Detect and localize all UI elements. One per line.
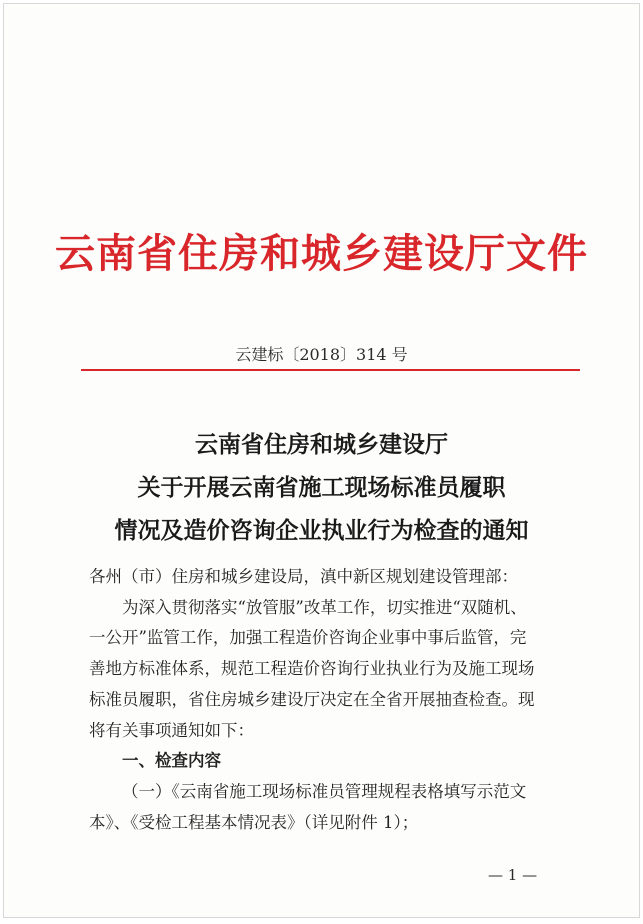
notice-body xyxy=(89,562,587,838)
page-number: — 1 — xyxy=(488,866,538,884)
body-line: 一公开”监管工作，加强工程造价咨询企业事中事后监管，完 xyxy=(89,628,527,648)
body-line: 将有关事项通知如下： xyxy=(89,720,254,740)
notice-title xyxy=(4,423,639,552)
notice-title-line: 情况及造价咨询企业执业行为检查的通知 xyxy=(114,517,529,544)
red-divider-line xyxy=(81,369,580,371)
document-number: 云建标〔2018〕314 号 xyxy=(235,345,408,364)
body-line: 为深入贯彻落实“放管服”改革工作，切实推进“双随机、 xyxy=(122,597,527,617)
body-line: 标准员履职，省住房城乡建设厅决定在全省开展抽查检查。现 xyxy=(89,689,535,709)
notice-title-line: 关于开展云南省施工现场标准员履职 xyxy=(137,474,506,501)
document-header-title: 云南省住房和城乡建设厅文件 xyxy=(55,230,588,277)
body-line: （一）《云南省施工现场标准员管理规程表格填写示范文 xyxy=(122,781,527,801)
addressee-line: 各州（市）住房和城乡建设局，滇中新区规划建设管理部： xyxy=(89,567,518,586)
document-page xyxy=(3,3,640,918)
notice-title-line: 云南省住房和城乡建设厅 xyxy=(195,431,448,458)
section-heading: 一、检查内容 xyxy=(122,751,221,771)
body-line: 本》、《受检工程基本情况表》（详见附件 1）； xyxy=(89,812,419,832)
body-line: 善地方标准体系，规范工程造价咨询行业执业行为及施工现场 xyxy=(89,659,535,679)
